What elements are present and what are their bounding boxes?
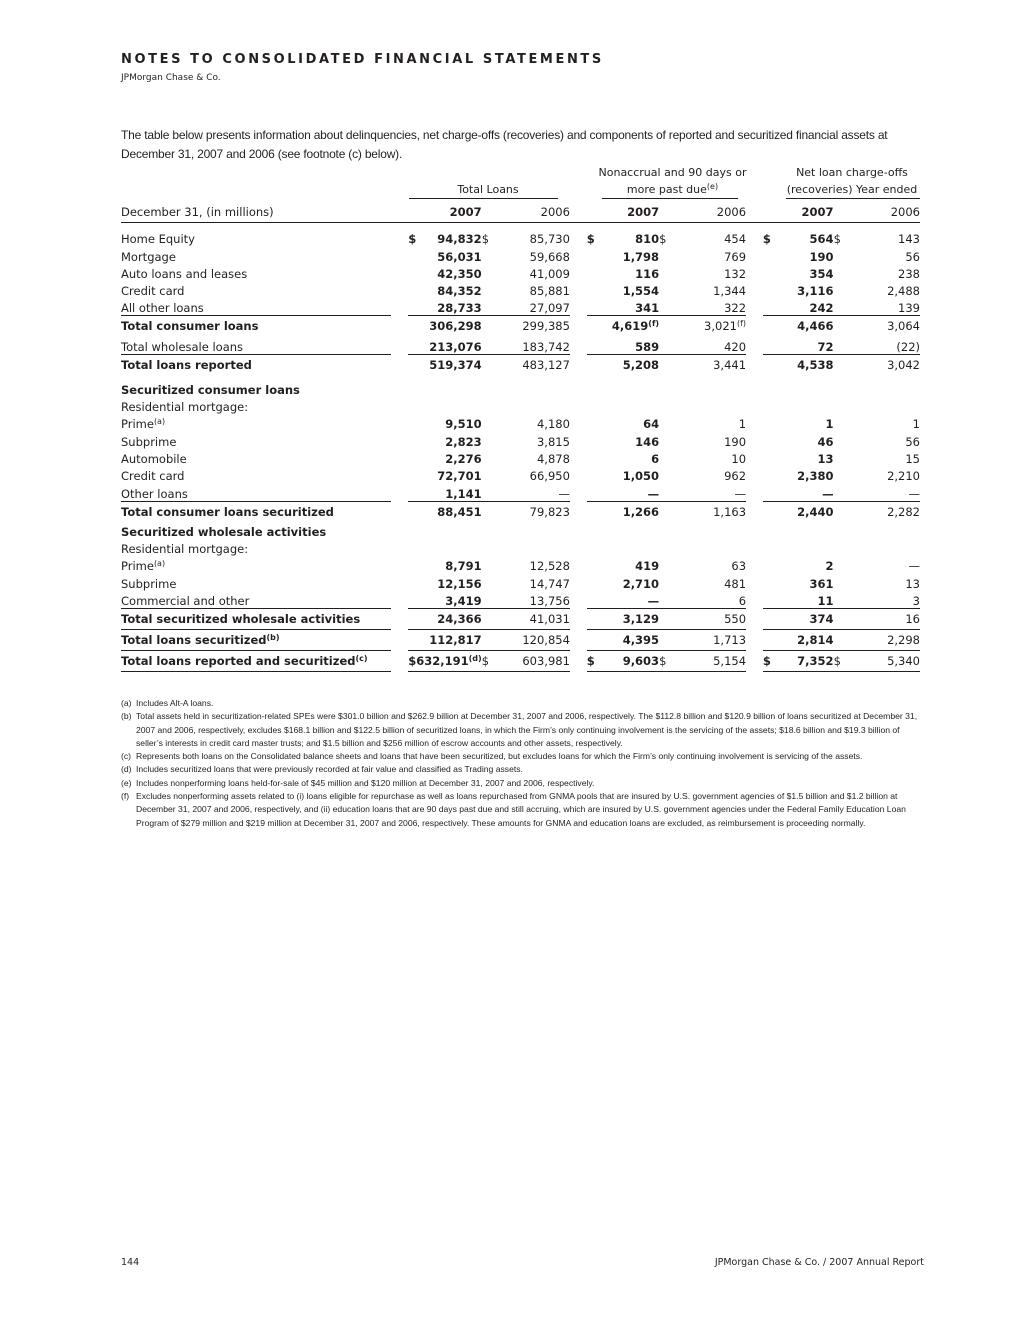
cell-value: 56	[905, 434, 920, 449]
cell-value: $ 85,730	[481, 232, 570, 247]
footnote: (e) Includes nonperforming loans held-for-sale of $45 million and $120 million at December 31, 2007 and 2006, respectively.	[121, 777, 595, 788]
cell-value	[763, 375, 834, 397]
cell-value: 1,163	[659, 501, 746, 522]
cell-value: 481	[724, 576, 747, 591]
row-label: Prime$^{(a)}$	[121, 559, 166, 574]
table-row	[121, 397, 920, 414]
row-label: Home Equity	[121, 232, 195, 247]
row-label: Other loans	[121, 486, 188, 501]
header-rule-total-loans	[409, 198, 558, 199]
header-nonaccrual: Nonaccrual and 90 days or more past due$^{(e)}$	[598, 166, 747, 196]
row-label: Total loans reported and securitized$^{(c)}$	[121, 651, 391, 672]
cell-value: 63	[731, 559, 747, 574]
cell-value: 1,266	[587, 501, 659, 522]
table-row	[121, 431, 920, 448]
company-subtitle: JPMorgan Chase & Co.	[121, 73, 221, 83]
cell-value: 12,528	[529, 559, 570, 574]
cell-value: 361	[809, 576, 834, 591]
cell-value: 4,619$^{(f)}$	[587, 316, 659, 337]
cell-value: 2,210	[887, 469, 920, 484]
cell-value: 2,814	[763, 630, 834, 651]
cell-value: 2	[825, 559, 834, 574]
cell-value: 374	[763, 609, 834, 630]
row-label: Residential mortgage:	[121, 400, 249, 415]
cell-value: —	[908, 486, 920, 501]
row-label: Commercial and other	[121, 594, 250, 609]
row-label: Credit card	[121, 469, 185, 484]
cell-value: 56,031	[437, 249, 482, 264]
cell-value: 419	[635, 559, 660, 574]
cell-value	[659, 375, 746, 397]
cell-value: 3	[912, 594, 920, 609]
page-title: NOTES TO CONSOLIDATED FINANCIAL STATEMENTS	[121, 52, 604, 67]
cell-value: 190	[809, 249, 834, 264]
cell-value	[587, 397, 659, 414]
cell-value: 42,350	[437, 266, 482, 281]
cell-value: 589	[635, 339, 660, 354]
cell-value	[587, 539, 659, 556]
cell-value	[408, 539, 481, 556]
cell-value: 13	[817, 451, 834, 466]
cell-value: 3,064	[834, 316, 920, 337]
cell-value: 341	[635, 301, 660, 316]
year-header: 2007	[408, 201, 481, 223]
cell-value	[659, 397, 746, 414]
cell-value: 41,031	[482, 609, 570, 630]
cell-value: 27,097	[529, 301, 570, 316]
cell-value: 3,815	[536, 434, 570, 449]
row-label: Subprime	[121, 576, 177, 591]
cell-value: 112,817	[408, 630, 481, 651]
cell-value: 24,366	[408, 609, 481, 630]
cell-value: 1,141	[445, 486, 482, 501]
cell-value: (22)	[896, 339, 920, 354]
cell-value	[408, 375, 481, 397]
row-label: All other loans	[121, 301, 204, 316]
table-row	[121, 539, 920, 556]
header-total-loans: Total Loans	[457, 183, 519, 196]
cell-value: 120,854	[482, 630, 570, 651]
cell-value: 1	[825, 417, 834, 432]
cell-value: 85,881	[529, 284, 570, 299]
cell-value	[482, 397, 570, 414]
table-row	[121, 264, 920, 281]
table-row	[121, 466, 920, 483]
column-header-label: December 31, (in millions)	[121, 201, 391, 223]
cell-value: 3,042	[834, 354, 920, 375]
cell-value	[482, 375, 570, 397]
cell-value: 190	[724, 434, 747, 449]
row-label: Total consumer loans securitized	[121, 501, 391, 522]
row-label: Mortgage	[121, 249, 176, 264]
cell-value: $ 632,191$^{(d)}$	[408, 651, 481, 672]
cell-value: 483,127	[482, 354, 570, 375]
year-header: 2006	[482, 201, 570, 223]
cell-value: 10	[731, 451, 747, 466]
footnotes	[121, 697, 927, 830]
header-rule-chargeoffs	[786, 198, 920, 199]
cell-value: 59,668	[529, 249, 570, 264]
cell-value: 962	[724, 469, 747, 484]
row-label: Total consumer loans	[121, 316, 391, 337]
cell-value: 1,554	[622, 284, 660, 299]
cell-value	[834, 522, 920, 539]
cell-value: —	[822, 486, 834, 501]
cell-value	[482, 522, 570, 539]
cell-value: $ 603,981	[482, 651, 570, 672]
year-header: 2006	[834, 201, 920, 223]
cell-value: 519,374	[408, 354, 481, 375]
cell-value: 1,713	[659, 630, 746, 651]
cell-value: $ 9,603	[587, 651, 659, 672]
cell-value: 2,823	[445, 434, 482, 449]
cell-value: —	[734, 486, 747, 501]
cell-value: 4,878	[536, 451, 570, 466]
cell-value: 116	[635, 266, 660, 281]
table-row	[121, 522, 920, 539]
cell-value: 6	[651, 451, 660, 466]
table-row	[121, 591, 920, 609]
cell-value: 72	[817, 339, 834, 354]
cell-value: 46	[817, 434, 834, 449]
cell-value	[763, 397, 834, 414]
cell-value: 14,747	[529, 576, 570, 591]
cell-value: 354	[809, 266, 834, 281]
cell-value: $ 454	[659, 232, 747, 247]
cell-value: 420	[724, 339, 747, 354]
cell-value: 2,276	[445, 451, 482, 466]
cell-value: 13	[905, 576, 920, 591]
table-row	[121, 609, 920, 630]
cell-value: 11	[817, 594, 834, 609]
row-label: Automobile	[121, 451, 187, 466]
table-row	[121, 449, 920, 466]
cell-value: —	[558, 486, 570, 501]
cell-value: 64	[643, 417, 660, 432]
cell-value	[587, 375, 659, 397]
intro-paragraph: The table below presents information about delinquencies, net charge-offs (recoveries) and components of reported and securitized financial assets at December 31, 2007 and 2006 (see footnote (c) below).	[121, 128, 888, 161]
table-row	[121, 651, 920, 672]
cell-value: 28,733	[437, 301, 482, 316]
cell-value: 3,129	[587, 609, 659, 630]
cell-value: 4,466	[763, 316, 834, 337]
cell-value: 238	[898, 266, 920, 281]
row-label: Total loans reported	[121, 354, 391, 375]
row-label: Total loans securitized$^{(b)}$	[121, 630, 391, 651]
header-chargeoffs: Net loan charge-offs (recoveries) Year ended	[786, 166, 918, 196]
cell-value: —	[647, 486, 660, 501]
table-row	[121, 229, 920, 246]
cell-value: 3,441	[659, 354, 746, 375]
cell-value: 322	[724, 301, 747, 316]
cell-value: 3,116	[797, 284, 834, 299]
cell-value: 88,451	[408, 501, 481, 522]
cell-value: $ 143	[833, 232, 920, 247]
table-row	[121, 630, 920, 651]
cell-value: 139	[898, 301, 920, 316]
cell-value: 16	[834, 609, 920, 630]
footnote: (b) Total assets held in securitization-related SPEs were $301.0 billion and $262.9 billion at December 31, 2007 and 2006, respectively. The $112.8 billion and $120.9 billion of loans securitized at December 31, 2007 and 2006, respectively, excludes $168.1 billion and $122.5 billion of securitized loans, in which the Firm’s only continuing involvement is the servicing of the assets; $18.6 billion and $19.3 billion of seller’s interests in credit card master trusts; and $1.5 billion and $256 million of escrow accounts and other assets, respectively.	[121, 711, 918, 748]
row-label: Securitized wholesale activities	[121, 524, 327, 539]
cell-value: 5,208	[587, 354, 659, 375]
table-row	[121, 246, 920, 263]
cell-value: 299,385	[482, 316, 570, 337]
table-row	[121, 298, 920, 316]
loans-table	[121, 201, 920, 672]
footnote: (a) Includes Alt-A loans.	[121, 698, 214, 708]
cell-value: 1,050	[622, 469, 660, 484]
cell-value: 3,021$^{(f)}$	[659, 316, 746, 337]
cell-value: 183,742	[522, 339, 570, 354]
table-row	[121, 336, 920, 354]
cell-value	[763, 522, 834, 539]
cell-value: 4,538	[763, 354, 834, 375]
year-header: 2007	[587, 201, 659, 223]
cell-value: 550	[659, 609, 746, 630]
cell-value: 2,710	[622, 576, 660, 591]
cell-value: 79,823	[482, 501, 570, 522]
cell-value	[834, 539, 920, 556]
table-row	[121, 501, 920, 522]
row-label: Total securitized wholesale activities	[121, 609, 391, 630]
cell-value: 306,298	[408, 316, 481, 337]
cell-value: 15	[905, 451, 920, 466]
year-header: 2007	[763, 201, 834, 223]
cell-value	[482, 539, 570, 556]
cell-value	[763, 539, 834, 556]
footnote: (c) Represents both loans on the Consolidated balance sheets and loans that have been securitized, but excludes loans for which the Firm’s only continuing involvement is servicing of the assets.	[121, 751, 863, 762]
row-label: Prime$^{(a)}$	[121, 417, 166, 432]
cell-value: 1	[912, 417, 920, 432]
cell-value: —	[647, 594, 660, 609]
cell-value: 2,282	[834, 501, 920, 522]
footnote: (d) Includes securitized loans that were previously recorded at fair value and classified as Trading assets.	[121, 764, 523, 775]
table-row	[121, 316, 920, 337]
cell-value: $ 7,352	[763, 651, 834, 672]
row-label: Securitized consumer loans	[121, 382, 300, 397]
page-number: 144	[121, 1257, 140, 1268]
cell-value: $ 564	[762, 232, 834, 247]
year-header: 2006	[659, 201, 746, 223]
cell-value	[834, 397, 920, 414]
footnote: (f) Excludes nonperforming assets related to (i) loans eligible for repurchase as well as loans repurchased from GNMA pools that are insured by U.S. government agencies of $1.5 billion and $1.2 billion at December 31, 2007 and 2006, respectively, and (ii) education loans that are 90 days past due and still accruing, which are insured by U.S. government agencies under the Federal Family Education Loan Program of $279 million and $219 million at December 31, 2007 and 2006, respectively. These amounts for GNMA and education loans are excluded, as reimbursement is proceeding normally.	[121, 791, 906, 828]
row-label: Credit card	[121, 284, 185, 299]
cell-value: —	[908, 559, 920, 574]
cell-value: 769	[724, 249, 747, 264]
cell-value: 213,076	[429, 339, 482, 354]
row-label: Auto loans and leases	[121, 266, 248, 281]
column-header-row	[121, 201, 920, 223]
header-rule-nonaccrual	[602, 198, 738, 199]
cell-value: 84,352	[437, 284, 482, 299]
cell-value: $ 5,154	[659, 651, 746, 672]
table-row	[121, 483, 920, 501]
cell-value: 132	[724, 266, 747, 281]
cell-value	[408, 522, 481, 539]
row-label: Total wholesale loans	[121, 339, 244, 354]
cell-value	[408, 397, 481, 414]
cell-value: $ 94,832	[408, 232, 482, 247]
report-name: JPMorgan Chase & Co. / 2007 Annual Report	[714, 1257, 924, 1268]
cell-value: 2,380	[797, 469, 834, 484]
table-row	[121, 573, 920, 590]
cell-value: 56	[905, 249, 920, 264]
cell-value: 2,488	[887, 284, 920, 299]
table-row	[121, 414, 920, 431]
cell-value: 41,009	[529, 266, 570, 281]
cell-value	[659, 522, 746, 539]
cell-value: 8,791	[445, 559, 482, 574]
cell-value	[587, 522, 659, 539]
cell-value: 146	[635, 434, 660, 449]
cell-value: 242	[809, 301, 834, 316]
cell-value: 1,798	[622, 249, 660, 264]
cell-value: 66,950	[529, 469, 570, 484]
cell-value: 13,756	[529, 594, 570, 609]
row-label: Subprime	[121, 434, 177, 449]
cell-value: $ 5,340	[834, 651, 920, 672]
cell-value	[659, 539, 746, 556]
table-row	[121, 556, 920, 573]
cell-value: 3,419	[445, 594, 482, 609]
cell-value: 2,298	[834, 630, 920, 651]
cell-value: 2,440	[763, 501, 834, 522]
cell-value: 72,701	[437, 469, 482, 484]
cell-value: 4,395	[587, 630, 659, 651]
cell-value: 4,180	[536, 417, 570, 432]
table-row	[121, 281, 920, 298]
cell-value: 1,344	[713, 284, 747, 299]
cell-value: 6	[738, 594, 747, 609]
cell-value: 9,510	[445, 417, 482, 432]
cell-value	[834, 375, 920, 397]
cell-value: 12,156	[437, 576, 482, 591]
table-row	[121, 354, 920, 375]
row-label: Residential mortgage:	[121, 542, 249, 557]
cell-value: $ 810	[586, 232, 660, 247]
table-row	[121, 375, 920, 397]
cell-value: 1	[738, 417, 747, 432]
